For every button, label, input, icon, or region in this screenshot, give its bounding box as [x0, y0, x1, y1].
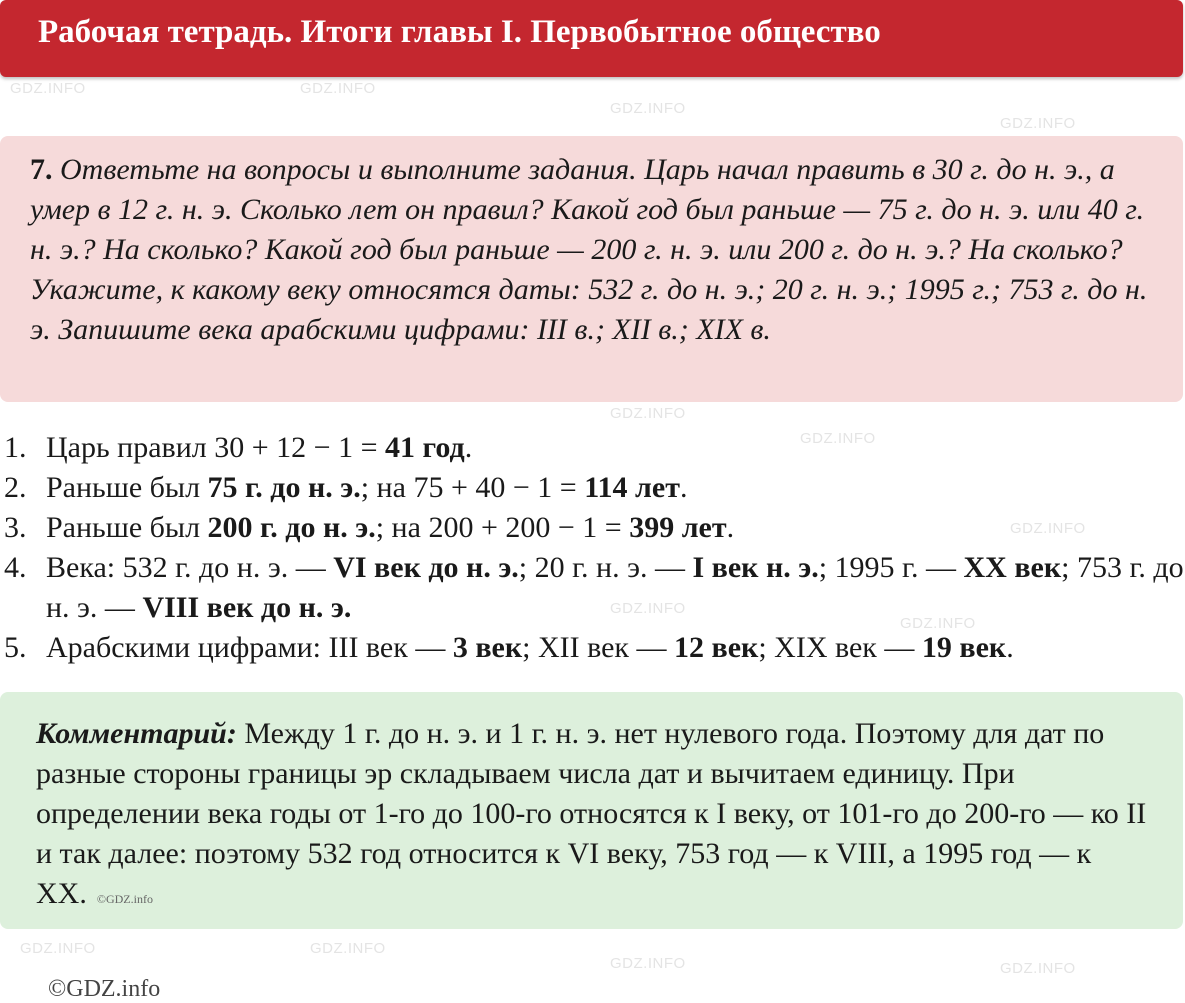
- comment-text: [36, 714, 1166, 919]
- answer-text: .: [1006, 631, 1014, 664]
- answer-number: 4.: [4, 551, 27, 584]
- watermark: GDZ.INFO: [10, 80, 86, 97]
- watermark: GDZ.INFO: [310, 940, 386, 957]
- answer-item: [0, 468, 1185, 508]
- watermark: GDZ.INFO: [20, 940, 96, 957]
- answer-result: I век н. э.: [692, 551, 819, 584]
- page-title: Рабочая тетрадь. Итоги главы I. Первобытное общество: [38, 14, 881, 50]
- watermark: GDZ.INFO: [1010, 520, 1086, 537]
- answer-text: ; 20 г. н. э. —: [518, 551, 693, 584]
- answer-formula: 30 + 12 − 1 =: [214, 431, 378, 464]
- watermark: GDZ.INFO: [610, 600, 686, 617]
- answer-result: 41 год: [385, 431, 465, 464]
- answer-result: 19 век: [921, 631, 1007, 664]
- answer-item: [0, 428, 1185, 468]
- answer-result: 12 век: [674, 631, 759, 664]
- answer-text: .: [726, 511, 735, 544]
- answer-text: Века: 532 г. до н. э. —: [46, 551, 334, 584]
- task-number: 7.: [30, 153, 53, 186]
- title-bar: [0, 0, 1183, 77]
- comment-label: Комментарий:: [36, 717, 237, 750]
- task-statement: [30, 150, 1160, 350]
- answer-item: [0, 548, 1185, 628]
- answer-result: VI век до н. э.: [333, 551, 519, 584]
- watermark: GDZ.INFO: [610, 405, 686, 422]
- watermark: GDZ.INFO: [1000, 960, 1076, 977]
- answer-list: [0, 428, 1185, 668]
- answer-text: ; XII век —: [522, 631, 675, 664]
- answer-text: ; на: [375, 511, 429, 544]
- watermark: GDZ.INFO: [300, 80, 376, 97]
- answer-text: ; 1995 г. —: [818, 551, 964, 584]
- answer-text: .: [679, 471, 688, 504]
- answer-text: Арабскими цифрами: III век —: [46, 631, 453, 664]
- answer-item: [0, 508, 1185, 548]
- comment-body: Между 1 г. до н. э. и 1 г. н. э. нет нулевого года. Поэтому для дат по разные стороны границы эр складываем числа дат и вычитаем единицу. При определении века годы от 1-го до 100-го относятся к I веку, от 101-го до 200-го — ко II и так далее: поэтому 532 год относится к VI веку, 753 год — к VIII, а 1995 год — к XX.: [36, 717, 1147, 910]
- watermark: GDZ.INFO: [610, 100, 686, 117]
- answer-item: [0, 628, 1185, 668]
- answer-result: XX век: [963, 551, 1062, 584]
- answer-result: VIII век до н. э.: [142, 591, 352, 624]
- answer-text: ; XIX век —: [758, 631, 922, 664]
- answer-number: 3.: [4, 511, 27, 544]
- answer-text: .: [464, 431, 473, 464]
- footer-credit: ©GDZ.info: [48, 976, 161, 1002]
- answer-result: 200 г. до н. э.: [207, 511, 376, 544]
- answer-number: 1.: [4, 431, 27, 464]
- answer-text: ; на: [360, 471, 414, 504]
- answer-text: Царь правил: [46, 431, 215, 464]
- answer-result: 75 г. до н. э.: [207, 471, 361, 504]
- answer-text: Раньше был: [46, 471, 208, 504]
- answer-text: ; 753 г. до н. э. —: [46, 551, 1184, 624]
- comment-credit: ©GDZ.info: [96, 892, 153, 906]
- answer-result: 399 лет: [629, 511, 727, 544]
- answer-number: 5.: [4, 631, 27, 664]
- task-box: [0, 136, 1183, 402]
- task-text: Ответьте на вопросы и выполните задания. Царь начал править в 30 г. до н. э., а умер в 12 г. н. э. Сколько лет он правил? Какой год был раньше — 75 г. до н. э. или 40 г. н. э.? На сколько? Какой год был раньше — 200 г. н. э. или 200 г. до н. э.? На сколько? Укажите, к какому веку относятся даты: 532 г. до н. э.; 20 г. н. э.; 1995 г.; 753 г. до н. э. Запишите века арабскими цифрами: III в.; XII в.; XIX в.: [30, 153, 1148, 346]
- watermark: GDZ.INFO: [900, 615, 976, 632]
- watermark: GDZ.INFO: [1000, 115, 1076, 132]
- watermark: GDZ.INFO: [800, 430, 876, 447]
- answer-result: 3 век: [452, 631, 523, 664]
- watermark: GDZ.INFO: [610, 955, 686, 972]
- answer-formula: 75 + 40 − 1 =: [413, 471, 577, 504]
- answer-number: 2.: [4, 471, 27, 504]
- answer-text: Раньше был: [46, 511, 208, 544]
- answer-result: 114 лет: [584, 471, 680, 504]
- comment-box: [0, 692, 1183, 929]
- answer-formula: 200 + 200 − 1 =: [428, 511, 622, 544]
